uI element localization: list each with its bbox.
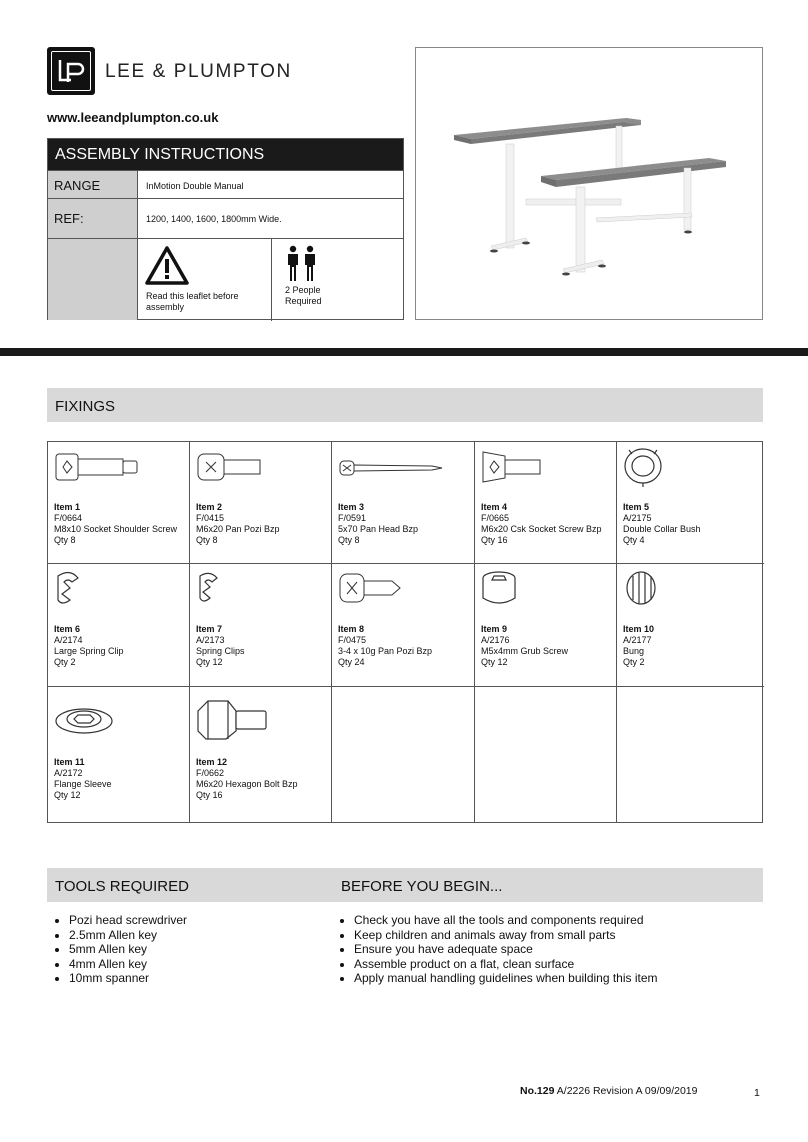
item-number: Item 3 — [338, 502, 365, 512]
item-desc: Large Spring Clip — [54, 646, 124, 656]
item-code: F/0665 — [481, 513, 510, 523]
fixing-item — [190, 442, 332, 564]
tool-item: • Pozi head screwdriver — [69, 913, 327, 928]
document-reference — [520, 1085, 697, 1097]
item-code: F/0415 — [196, 513, 225, 523]
fixing-item — [190, 564, 332, 687]
item-desc: Flange Sleeve — [54, 779, 112, 789]
fixings-grid — [47, 441, 763, 823]
assembly-info-table — [47, 138, 404, 320]
item-desc: M5x4mm Grub Screw — [481, 646, 569, 656]
notes-row — [48, 238, 403, 320]
ref-label: REF: — [48, 199, 138, 238]
item-qty: Qty 8 — [54, 535, 76, 545]
before-list — [332, 913, 762, 986]
csk-socket-screw-icon — [475, 442, 616, 500]
empty-cell — [475, 687, 617, 823]
item-desc: M6x20 Pan Pozi Bzp — [196, 524, 280, 534]
before-item: • Assemble product on a flat, clean surface — [354, 957, 762, 972]
item-number: Item 5 — [623, 502, 650, 512]
item-code: A/2175 — [623, 513, 652, 523]
item-code: A/2177 — [623, 635, 652, 645]
range-row — [48, 170, 403, 198]
item-code: F/0664 — [54, 513, 83, 523]
fixing-item — [617, 442, 764, 564]
item-desc: M8x10 Socket Shoulder Screw — [54, 524, 178, 534]
product-photo — [415, 47, 763, 320]
item-desc: M6x20 Hexagon Bolt Bzp — [196, 779, 298, 789]
item-code: A/2176 — [481, 635, 510, 645]
shoulder-screw-icon — [48, 442, 189, 500]
item-qty: Qty 2 — [623, 657, 645, 667]
grub-screw-icon — [475, 564, 616, 622]
page-number: 1 — [754, 1087, 760, 1099]
item-desc: 5x70 Pan Head Bzp — [338, 524, 419, 534]
fixing-item — [190, 687, 332, 823]
item-number: Item 10 — [623, 624, 655, 634]
fixings-title: FIXINGS — [47, 388, 763, 422]
double-desk-illustration — [416, 48, 762, 319]
tool-item: • 10mm spanner — [69, 971, 327, 986]
before-item: • Keep children and animals away from small parts — [354, 928, 762, 943]
range-label: RANGE — [48, 171, 138, 198]
item-code: F/0662 — [196, 768, 225, 778]
fixing-item — [475, 442, 617, 564]
item-desc: Spring Clips — [196, 646, 245, 656]
item-desc: Bung — [623, 646, 645, 656]
item-code: A/2173 — [196, 635, 225, 645]
people-text: 2 People Required — [285, 285, 322, 306]
warning-text: Read this leaflet before assembly — [146, 291, 239, 312]
fixing-item — [48, 564, 190, 687]
tool-item: • 5mm Allen key — [69, 942, 327, 957]
header-divider — [0, 348, 808, 356]
lp-monogram-icon — [47, 47, 95, 95]
ref-value: 1200, 1400, 1600, 1800mm Wide. — [146, 214, 282, 224]
item-number: Item 1 — [54, 502, 81, 512]
fixing-item — [48, 442, 190, 564]
item-qty: Qty 12 — [481, 657, 508, 667]
fixing-item — [617, 564, 764, 687]
brand-logo — [47, 47, 95, 95]
before-item: • Ensure you have adequate space — [354, 942, 762, 957]
item-code: F/0591 — [338, 513, 367, 523]
assembly-title: ASSEMBLY INSTRUCTIONS — [48, 139, 403, 170]
item-number: Item 11 — [54, 757, 85, 767]
item-number: Item 6 — [54, 624, 81, 634]
before-item: • Apply manual handling guidelines when building this item — [354, 971, 762, 986]
tool-item: • 4mm Allen key — [69, 957, 327, 972]
fixing-item — [475, 564, 617, 687]
range-value: InMotion Double Manual — [146, 181, 244, 191]
doc-number: No.129 — [520, 1085, 555, 1097]
website-link[interactable]: www.leeandplumpton.co.uk — [47, 110, 219, 125]
hex-bolt-icon — [190, 695, 331, 753]
fixing-item — [48, 687, 190, 823]
item-number: Item 12 — [196, 757, 228, 767]
item-number: Item 4 — [481, 502, 508, 512]
item-qty: Qty 12 — [54, 790, 81, 800]
item-code: A/2174 — [54, 635, 83, 645]
spring-clip-small-icon — [190, 564, 331, 622]
item-code: F/0475 — [338, 635, 367, 645]
tools-list — [47, 913, 327, 986]
fixing-item — [332, 442, 475, 564]
collar-bush-icon — [617, 442, 764, 500]
long-pan-screw-icon — [332, 442, 474, 500]
doc-revision: A/2226 Revision A 09/09/2019 — [556, 1085, 698, 1097]
item-qty: Qty 2 — [54, 657, 76, 667]
fixing-item — [332, 564, 475, 687]
bung-icon — [617, 564, 764, 622]
item-qty: Qty 16 — [196, 790, 223, 800]
item-qty: Qty 24 — [338, 657, 365, 667]
warning-triangle-icon — [144, 245, 190, 287]
brand-name: LEE & PLUMPTON — [105, 61, 292, 82]
empty-cell — [332, 687, 475, 823]
flange-sleeve-icon — [48, 695, 189, 753]
item-qty: Qty 16 — [481, 535, 508, 545]
before-title: BEFORE YOU BEGIN... — [341, 878, 503, 895]
item-desc: M6x20 Csk Socket Screw Bzp — [481, 524, 602, 534]
before-item: • Check you have all the tools and components required — [354, 913, 762, 928]
item-qty: Qty 8 — [196, 535, 218, 545]
pan-pozi-screw-icon — [190, 442, 331, 500]
item-number: Item 9 — [481, 624, 508, 634]
ref-row — [48, 198, 403, 238]
tool-item: • 2.5mm Allen key — [69, 928, 327, 943]
item-qty: Qty 8 — [338, 535, 360, 545]
item-qty: Qty 4 — [623, 535, 645, 545]
spring-clip-icon — [48, 564, 189, 622]
item-code: A/2172 — [54, 768, 83, 778]
empty-cell — [617, 687, 764, 823]
item-number: Item 7 — [196, 624, 223, 634]
item-number: Item 2 — [196, 502, 223, 512]
pozi-screw-icon — [332, 564, 474, 622]
item-desc: Double Collar Bush — [623, 524, 701, 534]
item-desc: 3-4 x 10g Pan Pozi Bzp — [338, 646, 433, 656]
item-qty: Qty 12 — [196, 657, 223, 667]
two-people-icon — [285, 245, 319, 283]
tools-title: TOOLS REQUIRED — [55, 878, 189, 895]
item-number: Item 8 — [338, 624, 365, 634]
